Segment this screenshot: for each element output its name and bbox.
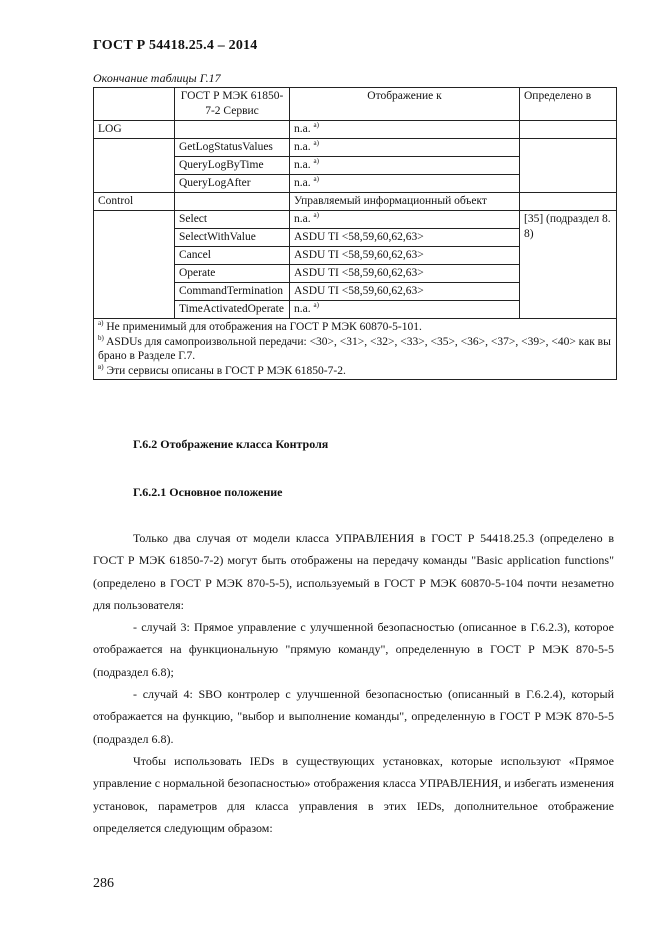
mapping-text: n.a. — [294, 177, 311, 189]
footnote-text: ASDUs для самопроизвольной передачи: <30>, <31>, <32>, <33>, <35>, <36>, <37>, <39>, <40> как выбрано в Разделе Г.7. — [98, 335, 611, 362]
service-cell — [175, 121, 290, 139]
table-row — [94, 139, 617, 157]
class-cell — [94, 211, 175, 319]
service-cell: QueryLogAfter — [175, 175, 290, 193]
header-cell-service: ГОСТ Р МЭК 61850-7-2 Сервис — [175, 88, 290, 121]
class-cell — [94, 139, 175, 193]
table-header-row — [94, 88, 617, 121]
mapping-cell: ASDU TI <58,59,60,62,63> — [290, 283, 520, 301]
body-text — [93, 527, 614, 839]
service-cell — [175, 193, 290, 211]
defined-cell — [520, 121, 617, 139]
table-notes — [94, 319, 617, 380]
paragraph: - случай 4: SBO контролер с улучшенной безопасностью (описанный в Г.6.2.4), который отображается на функцию, "выбор и выполнение команды", определенную в ГОСТ Р МЭК 870-5-5 (подраздел 6.8). — [93, 687, 614, 746]
table-notes-row — [94, 319, 617, 380]
footnote-mark: a) — [313, 121, 319, 129]
service-cell: GetLogStatusValues — [175, 139, 290, 157]
footnote-mark: a) — [313, 301, 319, 309]
table-row — [94, 193, 617, 211]
mapping-cell — [290, 301, 520, 319]
mapping-text: n.a. — [294, 303, 311, 315]
mapping-cell: ASDU TI <58,59,60,62,63> — [290, 229, 520, 247]
footnote-mark: a) — [313, 139, 319, 147]
footnote-b — [98, 335, 612, 364]
class-cell: LOG — [94, 121, 175, 139]
footnote-c — [98, 364, 612, 379]
mapping-cell — [290, 157, 520, 175]
footnote-mark: a) — [313, 157, 319, 165]
subsection-heading: Г.6.2.1 Основное положение — [133, 485, 283, 499]
paragraph: Только два случая от модели класса УПРАВЛЕНИЯ в ГОСТ Р 54418.25.3 (определено в ГОСТ Р МЭК 61850-7-2) могут быть отображены на передачу команды "Basic application functions" (определено в ГОСТ Р МЭК 870-5-5), используемый в ГОСТ Р МЭК 60870-5-104 почти незаметно для пользователя: — [93, 531, 614, 612]
class-cell: Control — [94, 193, 175, 211]
service-cell: Select — [175, 211, 290, 229]
mapping-cell — [290, 211, 520, 229]
footnote-text: Не применимый для отображения на ГОСТ Р МЭК 60870-5-101. — [106, 321, 422, 333]
defined-cell — [520, 193, 617, 211]
mapping-cell: ASDU TI <58,59,60,62,63> — [290, 265, 520, 283]
document-header: ГОСТ Р 54418.25.4 – 2014 — [93, 38, 258, 53]
mapping-cell: Управляемый информационный объект — [290, 193, 520, 211]
footnote-mark: в) — [98, 362, 104, 371]
service-cell: TimeActivatedOperate — [175, 301, 290, 319]
footnote-mark: b) — [98, 333, 104, 342]
service-cell: QueryLogByTime — [175, 157, 290, 175]
defined-cell: [35] (подраздел 8.8) — [520, 211, 617, 319]
table-caption: Окончание таблицы Г.17 — [93, 71, 221, 85]
mapping-cell — [290, 139, 520, 157]
mapping-table — [93, 87, 617, 380]
header-cell-defined: Определено в — [520, 88, 617, 121]
mapping-cell — [290, 175, 520, 193]
header-cell-empty — [94, 88, 175, 121]
footnote-mark: a) — [313, 175, 319, 183]
section-heading: Г.6.2 Отображение класса Контроля — [133, 437, 329, 451]
footnote-a — [98, 320, 612, 335]
mapping-text: n.a. — [294, 141, 311, 153]
mapping-text: n.a. — [294, 123, 311, 135]
table-row — [94, 121, 617, 139]
paragraph: Чтобы использовать IEDs в существующих установках, которые используют «Прямое управление с нормальной безопасностью» отображения класса УПРАВЛЕНИЯ, и избегать изменения установок, параметров для класса управления в этих IEDs, дополнительное отображение определяется следующим образом: — [93, 753, 614, 835]
service-cell: CommandTermination — [175, 283, 290, 301]
mapping-cell — [290, 121, 520, 139]
page-number: 286 — [93, 876, 114, 891]
mapping-text: n.a. — [294, 213, 311, 225]
footnote-mark: a) — [313, 211, 319, 219]
service-cell: Operate — [175, 265, 290, 283]
defined-cell — [520, 139, 617, 193]
header-cell-mapping: Отображение к — [290, 88, 520, 121]
table-row — [94, 211, 617, 229]
service-cell: Cancel — [175, 247, 290, 265]
mapping-cell: ASDU TI <58,59,60,62,63> — [290, 247, 520, 265]
footnote-mark: a) — [98, 319, 104, 327]
footnote-text: Эти сервисы описаны в ГОСТ Р МЭК 61850-7-2. — [106, 364, 346, 377]
mapping-text: n.a. — [294, 159, 311, 171]
paragraph: - случай 3: Прямое управление с улучшенной безопасностью (описанное в Г.6.2.3), которое отображается на функциональную "прямую команду", определенную в ГОСТ Р МЭК 870-5-5 (подраздел 6.8); — [93, 620, 614, 679]
service-cell: SelectWithValue — [175, 229, 290, 247]
